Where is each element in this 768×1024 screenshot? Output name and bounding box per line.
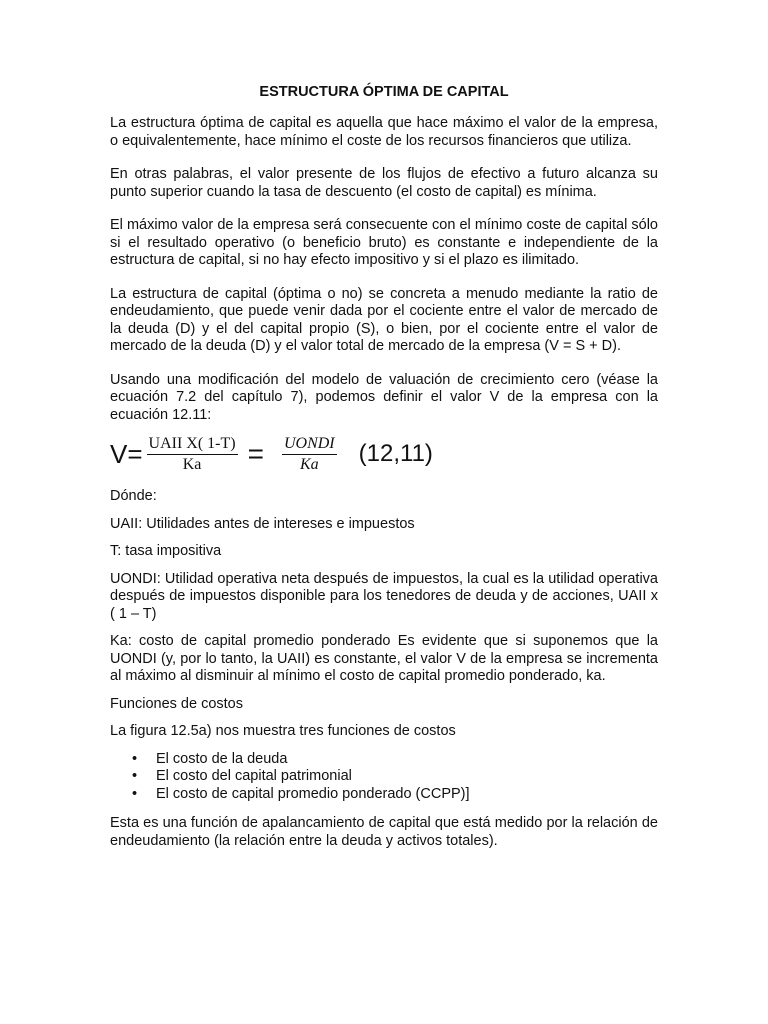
bullet-icon: • [132, 785, 138, 802]
definition-ka: Ka: costo de capital promedio ponderado Es evidente que si suponemos que la UONDI (y, por lo tanto, la UAII) es constante, el valor V de la empresa se incrementa al máximo al disminuir al mínimo el costo de capital promedio ponderado, ka. [110, 633, 658, 684]
bullet-icon: • [132, 768, 138, 784]
list-item [110, 751, 658, 769]
definition-t: T: tasa impositiva [110, 543, 222, 559]
list-item [110, 768, 658, 786]
where-label: Dónde: [110, 488, 157, 504]
equation-number: (12,11) [358, 440, 433, 467]
equation-lhs: V= [110, 439, 143, 469]
fraction-denominator: Ka [299, 455, 319, 473]
list-item-text: El costo de capital promedio ponderado (CCPP)] [156, 785, 470, 802]
section-heading: Funciones de costos [110, 695, 243, 712]
bullet-icon: • [132, 750, 138, 767]
definition-uaii: UAII: Utilidades antes de intereses e impuestos [110, 515, 415, 532]
paragraph-leverage: Esta es una función de apalancamiento de capital que está medido por la relación de endeudamiento (la relación entre la deuda y activos totales). [110, 815, 658, 849]
list-item [110, 786, 658, 804]
paragraph-valuation-model: Usando una modificación del modelo de valuación de crecimiento cero (véase la ecuación 7.2 del capítulo 7), podemos definir el valor V de la empresa con la ecuación 12.11: [110, 371, 658, 423]
definition-uondi: UONDI: Utilidad operativa neta después de impuestos, la cual es la utilidad operativa después de impuestos disponible para los tenedores de deuda y de acciones, UAII x ( 1 – T) [110, 570, 658, 622]
list-item-text: El costo del capital patrimonial [156, 768, 352, 784]
paragraph-present-value: En otras palabras, el valor presente de los flujos de efectivo a futuro alcanza su punto superior cuando la tasa de descuento (el costo de capital) es mínima. [110, 166, 658, 200]
list-item-text: El costo de la deuda [156, 750, 288, 767]
paragraph-max-value: El máximo valor de la empresa será consecuente con el mínimo coste de capital sólo si el resultado operativo (o beneficio bruto) es constante e independiente de la estructura de capital, si no hay efecto impositivo y si el plazo es ilimitado. [110, 217, 658, 268]
paragraph-debt-ratio: La estructura de capital (óptima o no) se concreta a menudo mediante la ratio de endeudamiento, que puede venir dada por el cociente entre el valor de mercado de la deuda (D) y el del capital propio (S), o bien, por el cociente entre el valor de mercado de la deuda (D) y el valor total de mercado de la empresa (V = S + D). [110, 285, 658, 354]
fraction-uondi-over-ka [282, 434, 337, 475]
equals-sign: = [247, 438, 264, 469]
page-title: ESTRUCTURA ÓPTIMA DE CAPITAL [259, 84, 509, 100]
fraction-uaii-over-ka [147, 434, 238, 475]
cost-functions-list [110, 751, 658, 804]
document-body [110, 84, 658, 850]
equation-12-11 [110, 428, 658, 480]
fraction-numerator: UAII X( 1-T) [147, 434, 238, 455]
fraction-denominator: Ka [182, 455, 202, 473]
fraction-numerator: UONDI [282, 434, 337, 455]
paragraph-definition: La estructura óptima de capital es aquella que hace máximo el valor de la empresa, o equivalentemente, hace mínimo el coste de los recursos financieros que utiliza. [110, 115, 658, 149]
section-intro: La figura 12.5a) nos muestra tres funciones de costos [110, 723, 456, 739]
